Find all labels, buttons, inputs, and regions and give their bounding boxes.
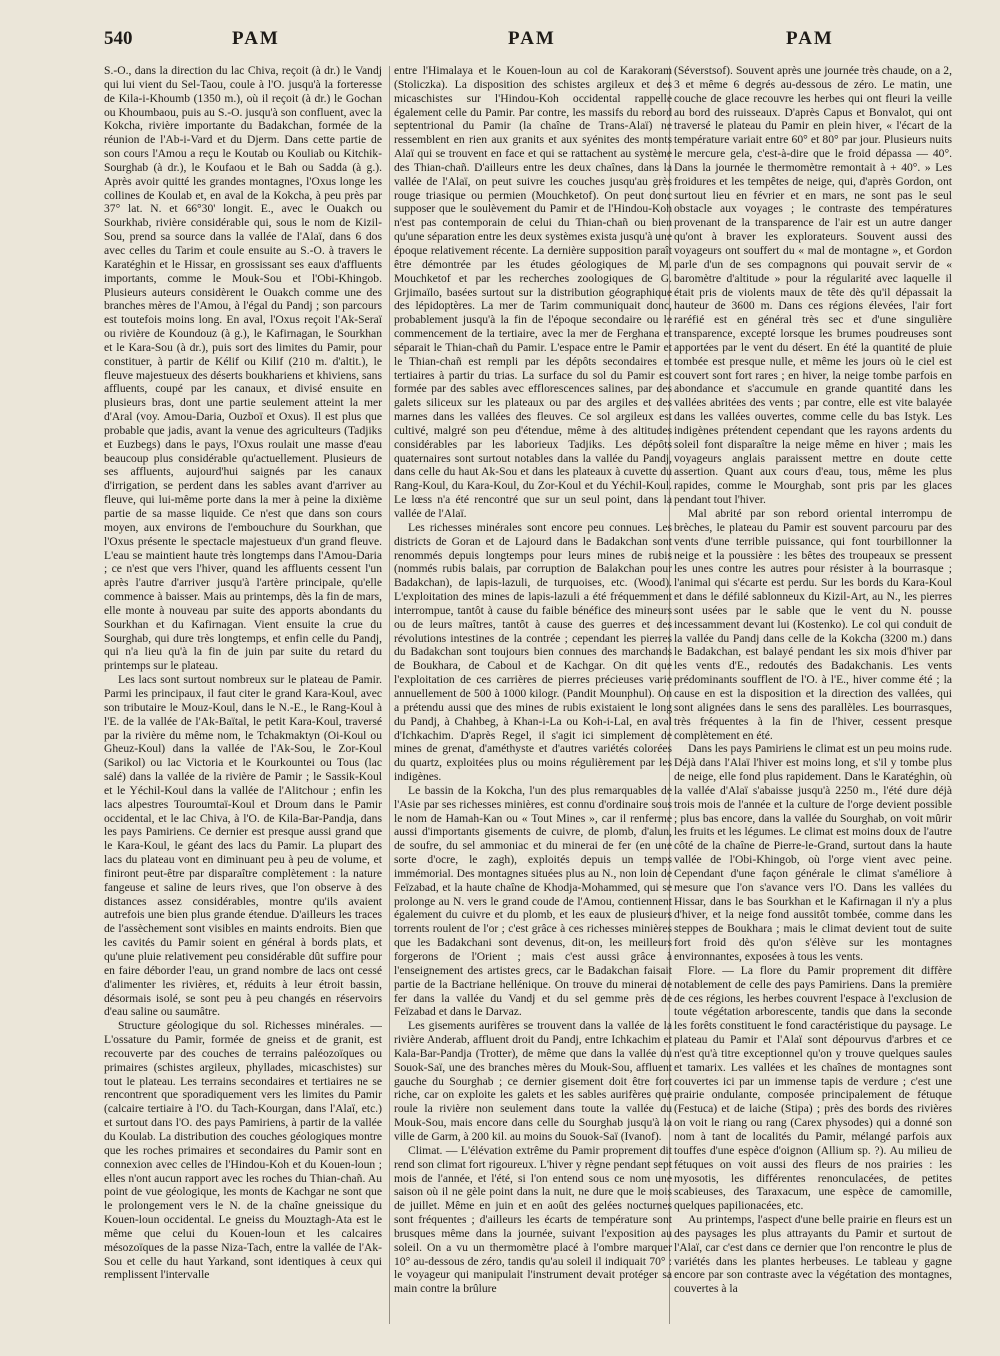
paragraph: Mal abrité par son rebord oriental interrompu de brèches, le plateau du Pamir est souvent parcouru par des vents d'une terrible puissance, qui font tourbillonner la neige et la poussière : les bêtes des troupeaux se pressent les unes contre les autres pour résister à la bourrasque ; l'animal qui s'écarte est perdu. Sur les bords du Kara-Koul et dans le défilé sablonneux du Kizil-Art, au N., les pierres sont usées par le sable que le vent du N. pousse incessamment devant lui (Kostenko). Le col qui conduit de la vallée du Pandj dans celle de la Kokcha (3200 m.) dans le Badakchan, est balayé pendant les six mois d'hiver par les vents d'E., redoutés des Badakchanis. Les vents prédominants soufflent de l'O. à l'E., hiver comme été ; la cause en est la disposition et la direction des vallées, qui sont alignées dans le sens des parallèles. Les bourrasques, très fréquentes à la fin de l'hiver, cessent presque complètement en été.	[674, 507, 952, 742]
paragraph: Les lacs sont surtout nombreux sur le plateau de Pamir. Parmi les principaux, il faut citer le grand Kara-Koul, avec son tributaire le Mouz-Koul, dans le N.-E., le Rang-Koul à l'E. de la vallée de l'Ak-Baïtal, le petit Kara-Koul, traversé par la rivière du même nom, le Tchakmaktyn (Oi-Koul ou Gheuz-Koul) dans la vallée de l'Ak-Sou, le Zor-Koul (Sarikol) ou lac Victoria et le Kourkountei ou Tous (lac salé) dans la vallée de la rivière de Pamir ; le Sassik-Koul et le Yéchil-Koul dans la vallée de l'Alitchour ; enfin les lacs alpestres Touroumtaï-Koul et Droum dans le Pamir occidental, et le lac Chiva, à l'O. de Kila-Bar-Pandja, dans les pays Pamiriens. Ce dernier est presque aussi grand que le Kara-Koul, le géant des lacs du Pamir. La plupart des lacs du plateau vont en diminuant peu à peu de volume, et finiront peut-être par disparaître complètement : la nature fangeuse et saline de leurs rives, que l'on observe à des distances assez considérables, montre qu'ils avaient autrefois une bien plus grande étendue. D'ailleurs les traces de l'assèchement sont visibles en maints endroits. Bien que les cavités du Pamir soient en général à bords plats, et qu'une pluie relativement peu considérable dût suffire pour en faire déborder l'eau, un grand nombre de lacs ont cessé d'alimenter les rivières, et, réduits à leur étroit bassin, désormais isolé, se sont peu à peu changés en réservoirs d'eau saline ou saumâtre.	[104, 673, 382, 1019]
text-column-3	[674, 64, 952, 1326]
paragraph: Au printemps, l'aspect d'une belle prairie en fleurs est un des paysages les plus attrayants du Pamir et surtout de l'Alaï, car c'est dans ce dernier que l'on rencontre le plus de variétés dans les plantes herbeuses. Le tableau y gagne encore par son contraste avec la végétation des montagnes, couvertes à la	[674, 1213, 952, 1296]
running-head-left: PAM	[232, 28, 280, 49]
paragraph: Le bassin de la Kokcha, l'un des plus remarquables de l'Asie par ses richesses minières, est connu d'ordinaire sous le nom de Hamah-Kan ou « Tout Mines », car il renferme aussi d'importants gisements de cuivre, de plomb, d'alun, de soufre, du sel ammoniac et du minerai de fer (en une sorte d'ocre, le zagh), exploités depuis un temps immémorial. Des montagnes situées plus au N., non loin de Feïzabad, et la haute chaîne de Khodja-Mohammed, qui se prolonge au N. vers le grand coude de l'Amou, contiennent également du cuivre et du plomb, et les eaux de plusieurs torrents roulent de l'or ; c'est grâce à ces richesses minières que les Badakchani sont devenus, dit-on, les meilleurs forgerons de l'Orient ; mais c'est aussi grâce à l'enseignement des artistes grecs, car le Badakchan faisait partie de la Bactriane hellénique. On trouve du minerai de fer dans la vallée du Vandj et du sel gemme près de Feïzabad et dans le Darvaz.	[394, 783, 672, 1019]
paragraph: entre l'Himalaya et le Kouen-loun au col de Karakoram (Stoliczka). La disposition des schistes argileux et des micaschistes sur l'Hindou-Koh occidental rappelle également celle du Pamir. Par contre, les massifs du rebord septentrional du Pamir (la chaîne de Trans-Alaï) ne ressemblent en rien aux granits et aux syénites des monts Alaï qui se trouvent en face et qui se rattachent au système des Thian-chañ. D'ailleurs entre les deux chaînes, dans la vallée de l'Alaï, on peut suivre les couches jusqu'au grès rouge triasique ou permien (Mouchketof). On peut donc supposer que le soulèvement du Pamir et de l'Hindou-Koh n'est pas contemporain de celui du Thian-chañ ou bien qu'une séparation entre les deux systèmes exista jusqu'à une époque relativement récente. La dernière supposition paraît être démontrée par les études géologiques de M. Mouchketof et par les recherches zoologiques de G. Grjimaïlo, basées surtout sur la distribution géographique des lépidoptères. La mer de Tarim communiquait donc, probablement jusqu'à la fin de l'époque secondaire ou le commencement de la tertiaire, avec la mer de Ferghana et séparait le Thian-chañ du Pamir. L'espace entre le Pamir et le Thian-chañ est rempli par les dépôts secondaires et tertiaires à partir du trias. La surface du sol du Pamir est formée par des sables avec efflorescences salines, par des galets siliceux sur les plateaux ou par des argiles et des marnes dans les vallées des fleuves. Ce sol argileux est cultivé, malgré son peu d'étendue, même à des altitudes considérables par les laborieux Tadjiks. Les dépôts quaternaires sont surtout notables dans la vallée du Pandj, dans celle du haut Ak-Sou et dans les plateaux à cuvette du Rang-Koul, du Kara-Koul, du Zor-Koul et du Yéchil-Koul. Le lœss n'a été rencontré que sur un seul point, dans la vallée de l'Alaï.	[394, 64, 672, 520]
text-column-2	[394, 64, 672, 1326]
paragraph: Structure géologique du sol. Richesses minérales. — L'ossature du Pamir, formée de gneiss et de granit, est recouverte par des couches de terrains paléozoïques ou primaires (schistes argileux, phyllades, micaschistes) sur tout le plateau. Les terrains secondaires et tertiaires ne se rencontrent que sporadiquement vers les limites du Pamir (calcaire tertiaire à l'O. du Tach-Kourgan, dans l'Alaï, etc.) et surtout dans l'O. des pays Pamiriens, à partir de la vallée du Koulab. La distribution des couches géologiques montre que les roches primaires et secondaires du Pamir sont en connexion avec celles de l'Hindou-Koh et du Kouen-loun ; elles n'ont aucun rapport avec les roches du Thian-chañ. Au point de vue géologique, les monts de Kachgar ne sont que le prolongement vers le N. de la chaîne gneissique du Kouen-loun occidental. Le gneiss du Mouztagh-Ata est le même que celui du Kouen-loun et les calcaires mésozoïques de la passe Niza-Tach, entre la vallée de l'Ak-Sou et celle du haut Yarkand, sont identiques à ceux qui remplissent l'intervalle	[104, 1019, 382, 1282]
running-head-center: PAM	[508, 28, 556, 49]
text-column-1	[104, 64, 382, 1326]
column-rule-1	[389, 66, 390, 1324]
page-header	[0, 28, 1000, 64]
page-number: 540	[104, 28, 133, 49]
paragraph: Dans les pays Pamiriens le climat est un peu moins rude. Déjà dans l'Alaï l'hiver est moins long, et s'il y tombe plus de neige, elle fond plus rapidement. Dans le Karatéghin, où la vallée d'Alaï s'abaisse jusqu'à 2250 m., l'été dure déjà trois mois de l'année et la culture de l'orge devient possible ; plus bas encore, dans la vallée du Sourghab, on voit mûrir les fruits et les légumes. Le climat est moins doux de l'autre côté de la chaîne de Pierre-le-Grand, surtout dans la haute vallée de l'Obi-Khingob, où l'orge vient avec peine. Cependant d'une façon générale le climat s'améliore à mesure que l'on s'avance vers l'O. Dans les vallées du Hissar, dans le bas Sourkhan et le Kafirnagan il n'y a plus d'hiver, et la neige fond aussitôt tombée, comme dans les steppes de Boukhara ; mais le climat devient tout de suite fort froid dès qu'on s'élève sur les montagnes environnantes, exposées à tous les vents.	[674, 742, 952, 963]
paragraph: (Séverstsof). Souvent après une journée très chaude, on a 2, 3 et même 6 degrés au-dessous de zéro. Le matin, une couche de glace recouvre les herbes qui ont fleuri la veille au bord des ruisseaux. D'après Capus et Bonvalot, qui ont traversé le plateau du Pamir en plein hiver, « l'écart de la température variait entre 60° et 80° par jour. Plusieurs nuits le mercure gela, c'est-à-dire que le froid dépassa — 40°. Dans la journée le thermomètre remontait à + 40°. » Les froidures et les tempêtes de neige, qui, d'après Gordon, ont surtout lieu en février et en mars, ne sont pas le seul obstacle aux voyages ; le contraste des températures provenant de la transparence de l'air est un autre danger qu'ont à braver les explorateurs. Souvent aussi des voyageurs ont souffert du « mal de montagne », et Gordon parle d'un de ses compagnons qui pouvait servir de « baromètre d'altitude » pour la régularité avec laquelle il était pris de violents maux de tête dès qu'il dépassait la hauteur de 3600 m. Dans ces régions élevées, l'air fort raréfié est en général très sec et d'une singulière transparence, excepté lorsque les brumes poudreuses sont apportées par le vent du désert. En été la quantité de pluie tombée est presque nulle, et même les jours où le ciel est couvert sont fort rares ; en hiver, la neige tombe parfois en abondance et s'accumule en grande quantité dans les vallées abritées des vents ; par contre, elle est vite balayée dans les vallées ouvertes, comme celle du bas Istyk. Les indigènes prétendent cependant que les rayons ardents du soleil font disparaître la neige même en hiver ; mais les voyageurs anglais paraissent mettre en doute cette assertion. Quant aux cours d'eau, tous, même les plus rapides, comme le Mourghab, sont pris par les glaces pendant tout l'hiver.	[674, 64, 952, 507]
paragraph: Climat. — L'élévation extrême du Pamir proprement dit rend son climat fort rigoureux. L'hiver y règne pendant sept mois de l'année, et l'été, si l'on entend sous ce nom une saison où il ne gèle point dans la nuit, ne dure que le mois de juillet. Même en juin et en août des gelées nocturnes sont fréquentes ; d'ailleurs les écarts de température sont brusques même dans la journée, suivant l'exposition au soleil. On a vu un thermomètre placé à l'ombre marquer 10° au-dessous de zéro, tandis qu'au soleil il indiquait 70° : le voyageur qui manipulait l'instrument devait protéger sa main contre la brûlure	[394, 1143, 672, 1296]
paragraph: Les richesses minérales sont encore peu connues. Les districts de Goran et de Lajourd dans le Badakchan sont renommés depuis longtemps pour leurs mines de rubis (nommés rubis balais, par corruption de Balakchan pour Badakchan), de lapis-lazuli, de turquoises, etc. (Wood). L'exploitation des mines de lapis-lazuli a été fréquemment interrompue, tantôt à cause du faible bénéfice des mineurs ou de leurs maîtres, tantôt à cause des guerres et des révolutions intestines de la contrée ; cependant les pierres du Badakchan sont toujours bien connues des marchands de Boukhara, de Caboul et de Kachgar. On dit que l'exploitation de ces carrières de pierres précieuses varie annuellement de 500 à 1000 kilogr. (Pandit Mounphul). On a prétendu aussi que des mines de rubis existaient le long du Pandj, à Chahbeg, à Khan-i-La ou Koh-i-Lal, en aval d'Ichkachim. D'après Regel, il s'agit ici simplement de mines de grenat, d'améthyste et d'autres variétés colorées du quartz, exploitées plus ou moins régulièrement par les indigènes.	[394, 520, 672, 784]
paragraph: Flore. — La flore du Pamir proprement dit diffère notablement de celle des pays Pamiriens. Dans la première de ces régions, les herbes couvrent l'espace à l'exclusion de toute végétation arborescente, tandis que dans la seconde les forêts constituent le fond caractéristique du paysage. Le plateau du Pamir et l'Alaï sont dépourvus d'arbres et ce n'est qu'à titre exceptionnel qu'on y trouve quelques saules et tamarix. Les vallées et les chaînes de montagnes sont couvertes ici par un immense tapis de verdure ; c'est une prairie ondulante, composée principalement de fétuque (Festuca) et de laiche (Stipa) ; près des bords des rivières on voit le riang ou rang (Carex physodes) qui a donné son nom à tant de localités du Pamir, mélangé parfois aux touffes d'une espèce d'oignon (Allium sp. ?). Au milieu de fétuques on voit aussi des fleurs de nos prairies : les myosotis, les différentes renonculacées, de petites scabieuses, des Taraxacum, une espèce de camomille, quelques papilionacées, etc.	[674, 963, 952, 1213]
running-head-right: PAM	[786, 28, 834, 49]
paragraph: S.-O., dans la direction du lac Chiva, reçoit (à dr.) le Vandj qui lui vient du Sel-Taou, coule à l'O. jusqu'à la forteresse de Kila-i-Khoumb (1350 m.), où il reçoit (à dr.) le Gochan ou Khoumbaou, puis au S.-O. jusqu'à son confluent, avec la Kokcha, rivière importante du Badakchan, formée de la réunion de l'Ab-i-Vard et du Djerm. Dans cette partie de son cours l'Amou a reçu le Koutab ou Kouliab ou Kitchik-Sourghab (à dr.), le Koufaou et le Bah ou Sadda (à g.). Après avoir quitté les grandes montagnes, l'Oxus longe les collines de Koulab et, en aval de la Kokcha, à peu près par 37° lat. N. et 66°30' longit. E., avec le Ouakch ou Sourkhab, rivière considérable qui, sous le nom de Kizil-Sou, prend sa source dans la vallée de l'Alaï, dans 6 dos avec celles du Tarim et coule ensuite au S.-O. à travers le Karatéghin et le Hissar, en grossissant ses eaux d'affluents importants, comme le Mouk-Sou et l'Obi-Khingob. Plusieurs auteurs considèrent le Ouakch comme une des branches mères de l'Amou, à l'égal du Pandj ; son parcours est toutefois moins long. En aval, l'Oxus reçoit l'Ak-Seraï ou rivière de Koundouz (à g.), le Kafirnagan, le Sourkhan et le Kara-Sou (à dr.), puis sort des limites du Pamir, pour constituer, à partir de Kélif ou Kilif (210 m. d'altit.), le fleuve majestueux des déserts boukhariens et khiviens, sans affluents, coupé par les canaux, et divisé ensuite en plusieurs bras, dont une partie seulement atteint la mer d'Aral (voy. Amou-Daria, Ouzboï et Oxus). Il est plus que probable que jadis, avant la venue des agriculteurs (Tadjiks et Euzbegs) dans le pays, l'Oxus roulait une masse d'eau beaucoup plus considérable qu'actuellement. Plusieurs de ses affluents, aujourd'hui saignés par les canaux d'irrigation, se perdent dans les sables avant d'arriver au fleuve, qui lui-même porte dans la mer à peine la dixième partie de sa masse liquide. Ce n'est que dans son cours moyen, aux environs de l'embouchure du Sourkhan, que l'Oxus présente le spectacle majestueux d'un grand fleuve. L'eau se maintient haute très longtemps dans l'Amou-Daria ; ce n'est que vers l'hiver, quand les affluents cessent l'un après l'autre d'arriver jusqu'à l'artère principale, qu'elle commence à baisser. Mais au printemps, dès la fin de mars, elle monte à nouveau par suite des apports abondants du Sourkhan et du Kafirnagan. Vient ensuite la crue du Sourghab, qui dure très longtemps, et enfin celle du Pandj, qui n'a lieu qu'à la fin de juin par suite du retard du printemps sur le plateau.	[104, 64, 382, 673]
paragraph: Les gisements aurifères se trouvent dans la vallée de la rivière Anderab, affluent droit du Pandj, entre Ichkachim et Kala-Bar-Pandja (Trotter), de même que dans la vallée du Souok-Saï, une des branches mères du Mouk-Sou, affluent gauche du Sourghab ; ce dernier gisement doit être fort riche, car on exploite les galets et les sables aurifères que roule la rivière non seulement dans toute la vallée du Mouk-Sou, mais encore dans celle du Sourghab jusqu'à la ville de Garm, à 200 kil. au moins du Souok-Saï (Ivanof).	[394, 1019, 672, 1143]
